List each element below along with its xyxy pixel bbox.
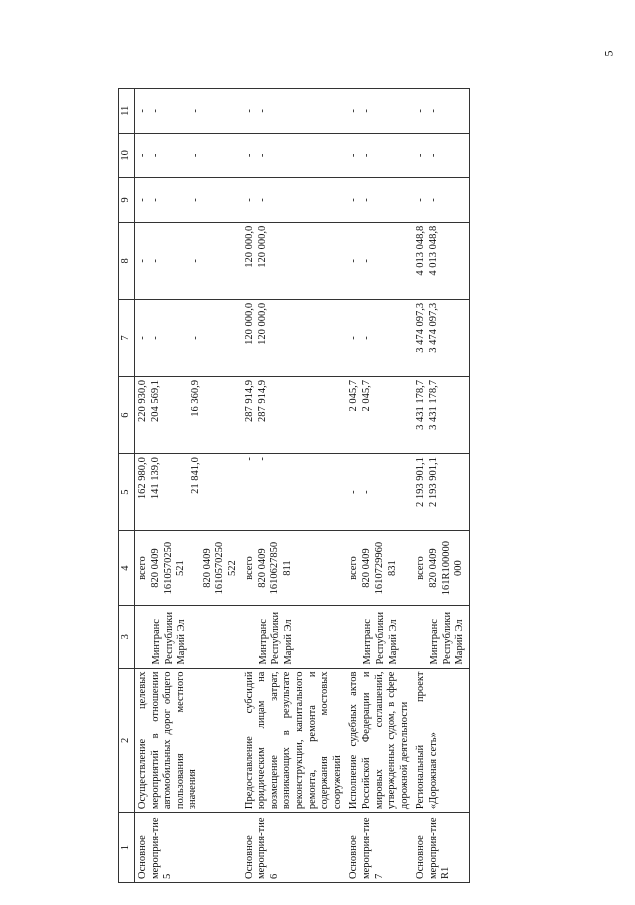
- executor: Минтранс Республики Марий Эл: [242, 605, 347, 668]
- column-header: 7: [119, 299, 135, 376]
- executor: Минтранс Республики Марий Эл: [135, 605, 242, 668]
- table-row: [413, 89, 469, 883]
- rotated-table-wrapper: [118, 83, 538, 883]
- executor: Минтранс Республики Марий Эл: [413, 605, 469, 668]
- column-header: 1: [119, 813, 135, 883]
- value-col10: - -: [242, 133, 347, 178]
- value-col8: 4 013 048,8 4 013 048,8: [413, 222, 469, 299]
- value-col6: 220 930,0 204 569,1 16 360,9: [135, 377, 242, 454]
- value-col11: - - -: [135, 89, 242, 134]
- activity-name: Предоставление субсидий юридическим лицам на возмещение затрат, возникающих в результате реконструкции, капитального ремонта, ремонта и содержания мостовых сооружений: [242, 668, 347, 813]
- value-col9: - - -: [135, 178, 242, 223]
- column-header: 6: [119, 377, 135, 454]
- activity-name: Осуществление целевых мероприятий в отношении автомобильных дорог общего пользования местного значения: [135, 668, 242, 813]
- column-header: 2: [119, 668, 135, 813]
- value-col6: 3 431 178,7 3 431 178,7: [413, 377, 469, 454]
- value-col7: 3 474 097,3 3 474 097,3: [413, 299, 469, 376]
- value-col5: - -: [346, 454, 413, 531]
- value-col6: 287 914,9 287 914,9: [242, 377, 347, 454]
- budget-table: [118, 88, 470, 883]
- budget-codes: всего 820 0409 1610627850 811: [242, 531, 347, 606]
- activity-kind: Основное мероприя-тие R1: [413, 813, 469, 883]
- value-col10: - - -: [135, 133, 242, 178]
- column-header: 11: [119, 89, 135, 134]
- value-col11: - -: [413, 89, 469, 134]
- table-row: [242, 89, 347, 883]
- value-col7: - - -: [135, 299, 242, 376]
- header-row: [119, 89, 135, 883]
- table-row: [346, 89, 413, 883]
- page-number: 5: [601, 50, 616, 57]
- value-col10: - -: [346, 133, 413, 178]
- value-col9: - -: [413, 178, 469, 223]
- value-col7: - -: [346, 299, 413, 376]
- value-col10: - -: [413, 133, 469, 178]
- activity-kind: Основное мероприя-тие 6: [242, 813, 347, 883]
- column-header: 5: [119, 454, 135, 531]
- budget-codes: всего 820 0409 161R100000 000: [413, 531, 469, 606]
- value-col9: - -: [242, 178, 347, 223]
- value-col5: - -: [242, 454, 347, 531]
- value-col8: - - -: [135, 222, 242, 299]
- column-header: 3: [119, 605, 135, 668]
- budget-codes: всего 820 0409 1610729960 831: [346, 531, 413, 606]
- activity-kind: Основное мероприя-тие 5: [135, 813, 242, 883]
- value-col8: 120 000,0 120 000,0: [242, 222, 347, 299]
- value-col5: 162 980,0 141 139,0 21 841,0: [135, 454, 242, 531]
- activity-kind: Основное мероприя-тие 7: [346, 813, 413, 883]
- value-col11: - -: [346, 89, 413, 134]
- column-header: 8: [119, 222, 135, 299]
- value-col5: 2 193 901,1 2 193 901,1: [413, 454, 469, 531]
- column-header: 9: [119, 178, 135, 223]
- value-col8: - -: [346, 222, 413, 299]
- value-col7: 120 000,0 120 000,0: [242, 299, 347, 376]
- activity-name: Региональный проект «Дорожная сеть»: [413, 668, 469, 813]
- value-col11: - -: [242, 89, 347, 134]
- value-col6: 2 045,7 2 045,7: [346, 377, 413, 454]
- table-row: [135, 89, 242, 883]
- column-header: 10: [119, 133, 135, 178]
- value-col9: - -: [346, 178, 413, 223]
- budget-codes: всего 820 0409 1610570250 521 820 0409 1610570250 522: [135, 531, 242, 606]
- executor: Минтранс Республики Марий Эл: [346, 605, 413, 668]
- activity-name: Исполнение судебных актов Российской Федерации и мировых соглашений, утвержденных судом, в сфере дорожной деятельности: [346, 668, 413, 813]
- column-header: 4: [119, 531, 135, 606]
